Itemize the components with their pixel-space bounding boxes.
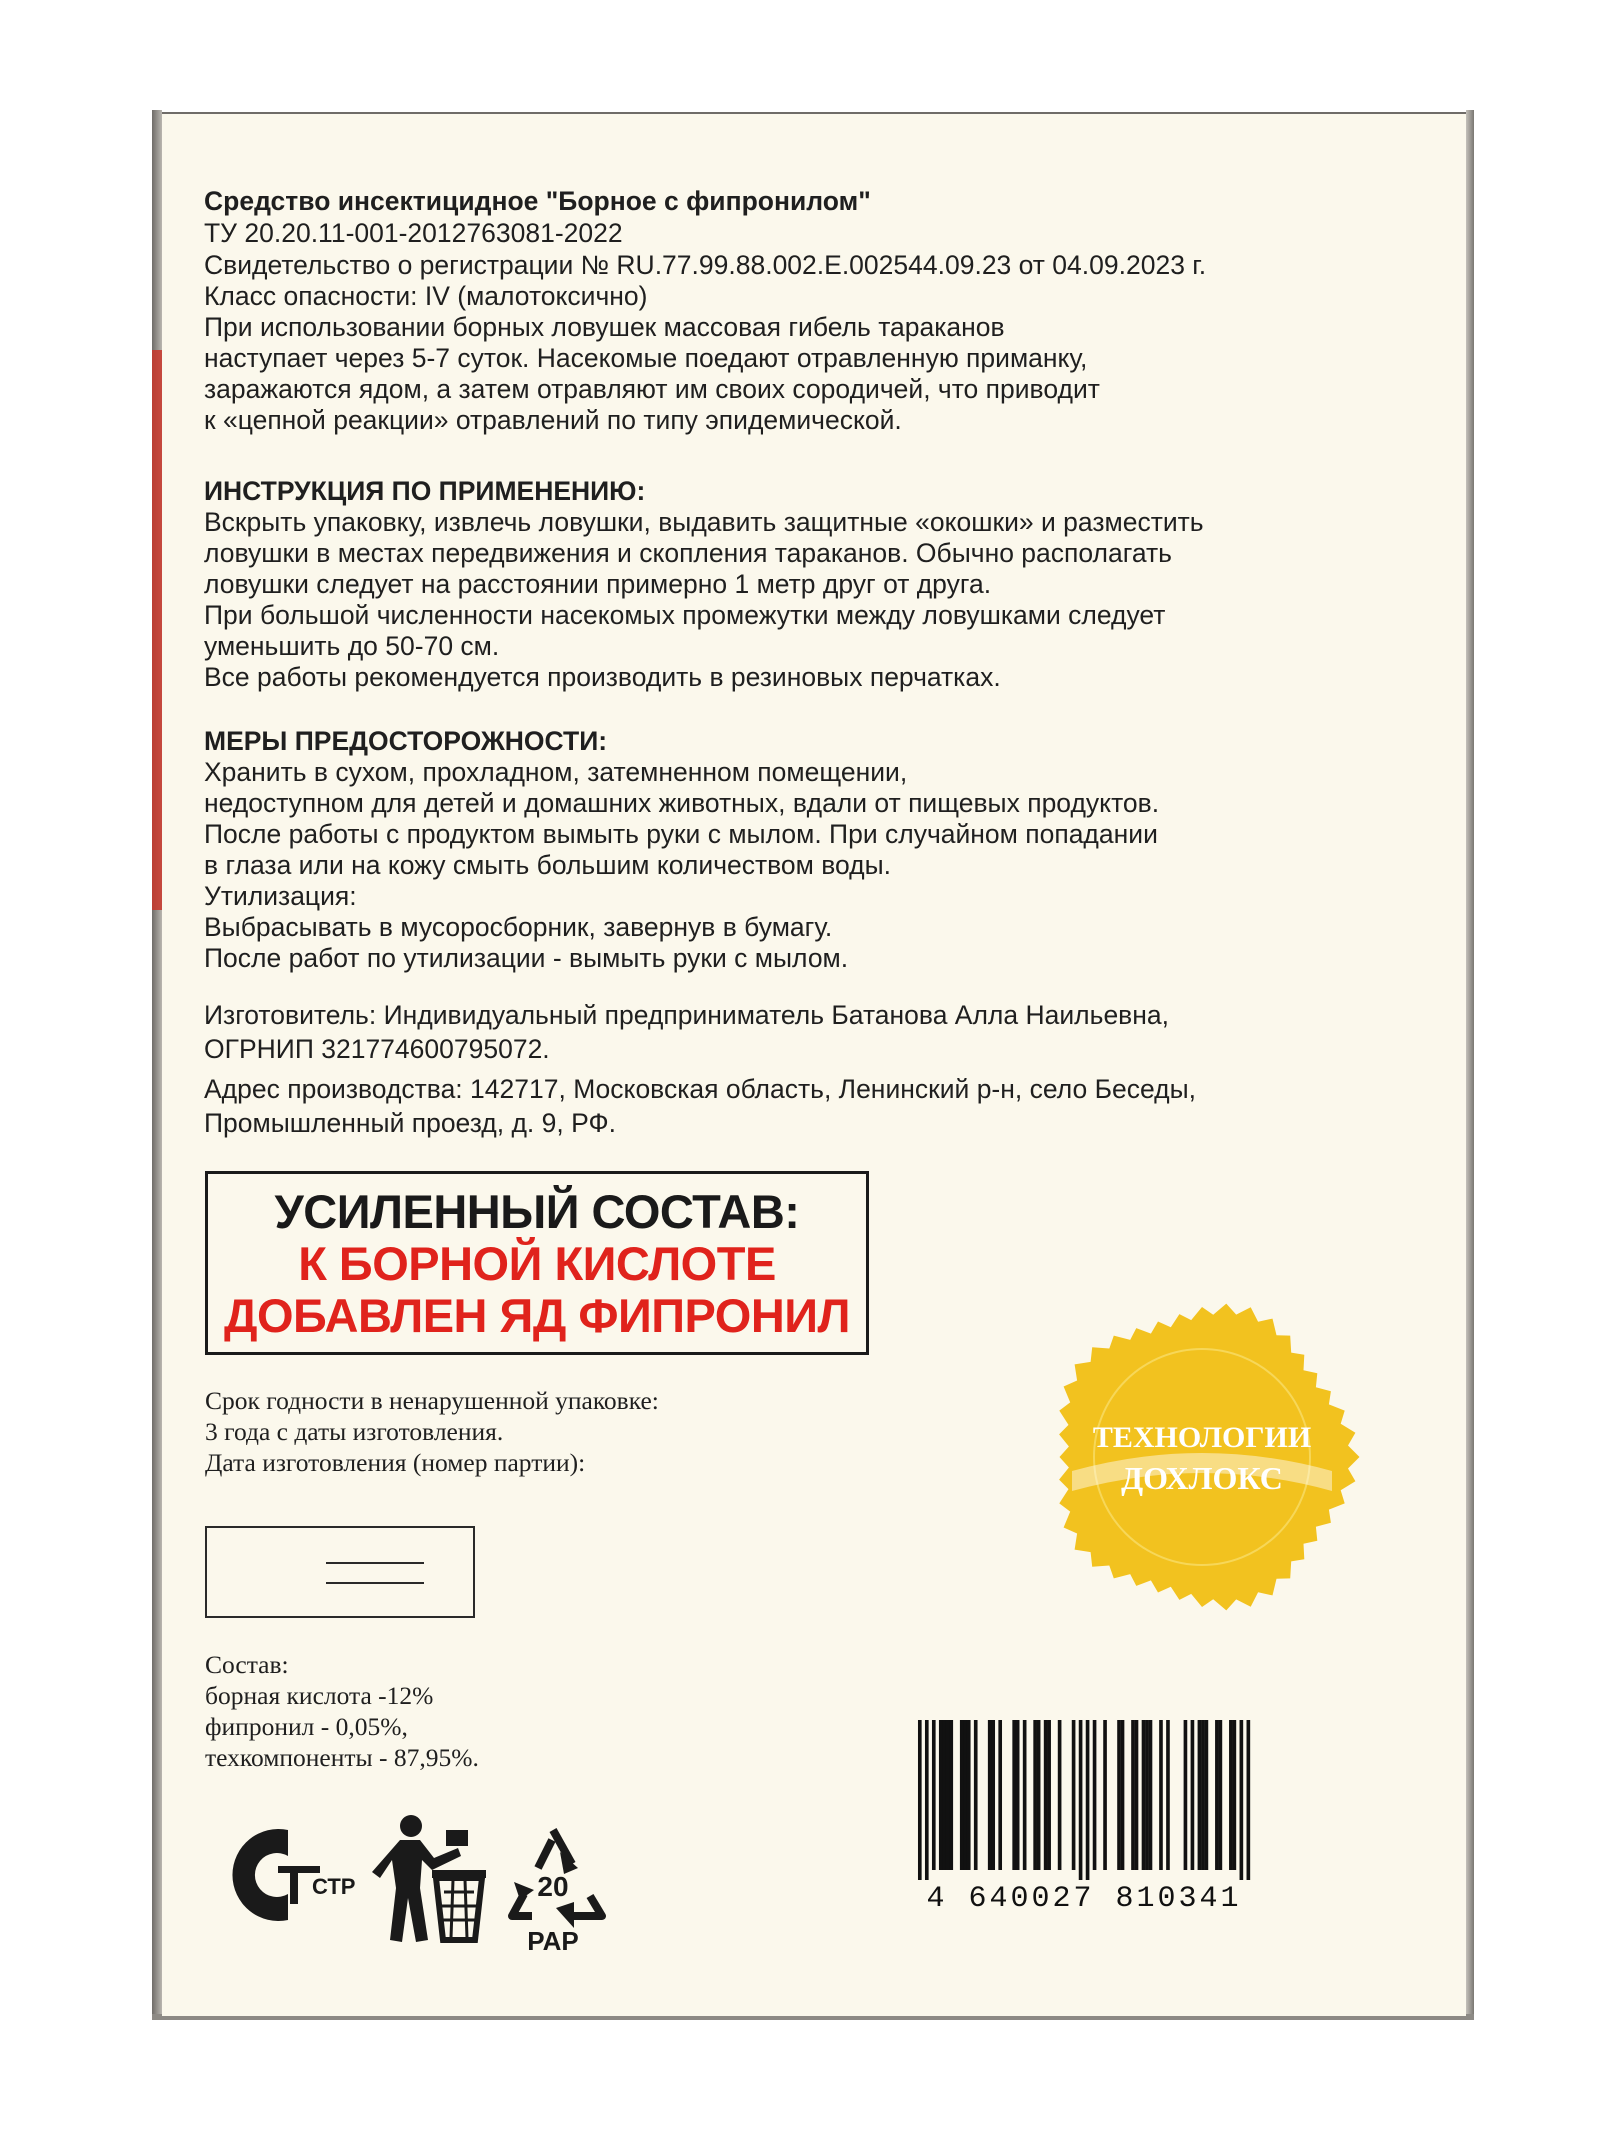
barcode-bar: [1044, 1720, 1048, 1870]
cert-mark-text: СТР: [312, 1874, 356, 1899]
barcode-bar: [960, 1720, 964, 1870]
seal-text-brand: ДОХЛОКС: [1121, 1460, 1283, 1496]
barcode-bar: [1191, 1720, 1195, 1870]
shelf-life-line: 3 года с даты изготовления.: [205, 1417, 504, 1446]
barcode-bar: [932, 1720, 936, 1870]
barcode-bar: [1012, 1720, 1016, 1870]
barcode-bar: [1135, 1720, 1139, 1870]
barcode-bar: [1219, 1720, 1223, 1870]
production-date-label: Дата изготовления (номер партии):: [205, 1448, 586, 1477]
precautions-heading: МЕРЫ ПРЕДОСТОРОЖНОСТИ:: [204, 726, 608, 756]
box-edge-right: [1466, 110, 1474, 2020]
barcode-bar: [1247, 1720, 1251, 1880]
barcode-bar: [942, 1720, 946, 1870]
barcode-bar: [1016, 1720, 1020, 1870]
barcode-bar: [1233, 1720, 1237, 1870]
tidyman-icon: [372, 1815, 486, 1942]
barcode-bar: [939, 1720, 943, 1870]
barcode-bar: [949, 1720, 953, 1870]
precautions-line: в глаза или на кожу смыть большим количеством воды.: [204, 850, 892, 880]
barcode-bar: [1131, 1720, 1135, 1870]
ogrnip-line: ОГРНИП 321774600795072.: [204, 1034, 550, 1064]
instructions-line: При большой численности насекомых промежутки между ловушками следует: [204, 600, 1166, 630]
instructions-line: Вскрыть упаковку, извлечь ловушки, выдавить защитные «окошки» и разместить: [204, 507, 1204, 537]
barcode-bar: [1121, 1720, 1125, 1870]
composition-line: техкомпоненты - 87,95%.: [205, 1743, 479, 1772]
barcode-bar: [1166, 1720, 1170, 1870]
barcode-bar: [1142, 1720, 1146, 1870]
barcode-bar: [1072, 1720, 1076, 1870]
barcode-bar: [998, 1720, 1002, 1870]
instructions-heading: ИНСТРУКЦИЯ ПО ПРИМЕНЕНИЮ:: [204, 476, 646, 506]
barcode-bar: [1117, 1720, 1121, 1870]
hazard-class-line: Класс опасности: IV (малотоксично): [204, 281, 648, 311]
barcode-bar: [963, 1720, 967, 1870]
dohloks-technology-seal: [1040, 1295, 1365, 1620]
barcode-bar: [967, 1720, 971, 1870]
barcode-bar: [1159, 1720, 1163, 1870]
barcode-bar: [1079, 1720, 1083, 1880]
shelf-life-line: Срок годности в ненарушенной упаковке:: [205, 1386, 659, 1415]
certification-icons: [220, 1808, 640, 1958]
barcode-bar: [1205, 1720, 1209, 1870]
recycle-code: PAP: [527, 1926, 579, 1956]
barcode-bar: [1033, 1720, 1037, 1870]
product-title: Средство инсектицидное "Борное с фипронилом": [204, 186, 871, 216]
description-line: наступает через 5-7 суток. Насекомые поедают отравленную приманку,: [204, 343, 1088, 373]
address-line: Адрес производства: 142717, Московская область, Ленинский р-н, село Беседы,: [204, 1074, 1196, 1104]
barcode-bar: [988, 1720, 992, 1870]
recycle-icon: [512, 1830, 602, 1956]
certification-mark-icon: [232, 1829, 355, 1921]
composition-line: борная кислота -12%: [205, 1681, 434, 1710]
box-red-edge: [152, 350, 162, 910]
enhanced-formula-box: [205, 1171, 869, 1355]
barcode-bar: [991, 1720, 995, 1870]
seal-text-technologies: ТЕХНОЛОГИИ: [1092, 1421, 1312, 1454]
precautions-line: После работы с продуктом вымыть руки с мылом. При случайном попадании: [204, 819, 1158, 849]
barcode-bar: [1037, 1720, 1041, 1870]
ean13-barcode: [904, 1720, 1264, 1910]
barcode-bar: [1023, 1720, 1027, 1870]
barcode-bar: [918, 1720, 922, 1880]
address-line: Промышленный проезд, д. 9, РФ.: [204, 1108, 617, 1138]
barcode-digits: 4 640027 810341: [926, 1882, 1242, 1910]
precautions-line: Хранить в сухом, прохладном, затемненном помещении,: [204, 757, 908, 787]
recycle-number: 20: [537, 1871, 569, 1902]
registration-line: Свидетельство о регистрации № RU.77.99.88.002.Е.002544.09.23 от 04.09.2023 г.: [204, 250, 1207, 280]
barcode-bar: [946, 1720, 950, 1870]
barcode-bar: [1047, 1720, 1051, 1870]
barcode-bar: [974, 1720, 978, 1870]
barcode-bar: [1229, 1720, 1233, 1870]
barcode-bar: [1103, 1720, 1107, 1870]
barcode-bar: [1198, 1720, 1202, 1870]
description-line: к «цепной реакции» отравлений по типу эпидемической.: [204, 405, 902, 435]
disposal-heading: Утилизация:: [204, 881, 357, 911]
disposal-line: После работ по утилизации - вымыть руки с мылом.: [204, 943, 849, 973]
barcode-bar: [1149, 1720, 1153, 1870]
barcode-bar: [1215, 1720, 1219, 1870]
instructions-line: уменьшить до 50-70 см.: [204, 631, 500, 661]
composition-line: фипронил - 0,05%,: [205, 1712, 408, 1741]
barcode-bar: [1145, 1720, 1149, 1870]
disposal-line: Выбрасывать в мусоросборник, завернув в бумагу.: [204, 912, 833, 942]
instructions-line: ловушки следует на расстоянии примерно 1 метр друг от друга.: [204, 569, 992, 599]
enhanced-formula-line: ДОБАВЛЕН ЯД ФИПРОНИЛ: [223, 1289, 851, 1342]
enhanced-formula-title: УСИЛЕННЫЙ СОСТАВ:: [274, 1185, 800, 1238]
batch-number-box: [205, 1526, 475, 1618]
description-line: При использовании борных ловушек массовая гибель тараканов: [204, 312, 1005, 342]
barcode-bar: [1058, 1720, 1062, 1870]
instructions-line: Все работы рекомендуется производить в резиновых перчатках.: [204, 662, 1001, 692]
barcode-bar: [1086, 1720, 1090, 1880]
barcode-bar: [1093, 1720, 1097, 1870]
description-line: заражаются ядом, а затем отравляют им своих сородичей, что приводит: [204, 374, 1100, 404]
spec-line: ТУ 20.20.11-001-2012763081-2022: [204, 218, 623, 248]
instructions-line: ловушки в местах передвижения и скопления тараканов. Обычно располагать: [204, 538, 1172, 568]
enhanced-formula-line: К БОРНОЙ КИСЛОТЕ: [298, 1237, 776, 1290]
composition-heading: Состав:: [205, 1650, 289, 1679]
precautions-line: недоступном для детей и домашних животных, вдали от пищевых продуктов.: [204, 788, 1160, 818]
manufacturer-line: Изготовитель: Индивидуальный предприниматель Батанова Алла Наильевна,: [204, 1000, 1169, 1030]
barcode-bar: [925, 1720, 929, 1880]
barcode-bar: [1240, 1720, 1244, 1880]
barcode-bar: [1184, 1720, 1188, 1870]
barcode-bar: [1201, 1720, 1205, 1870]
